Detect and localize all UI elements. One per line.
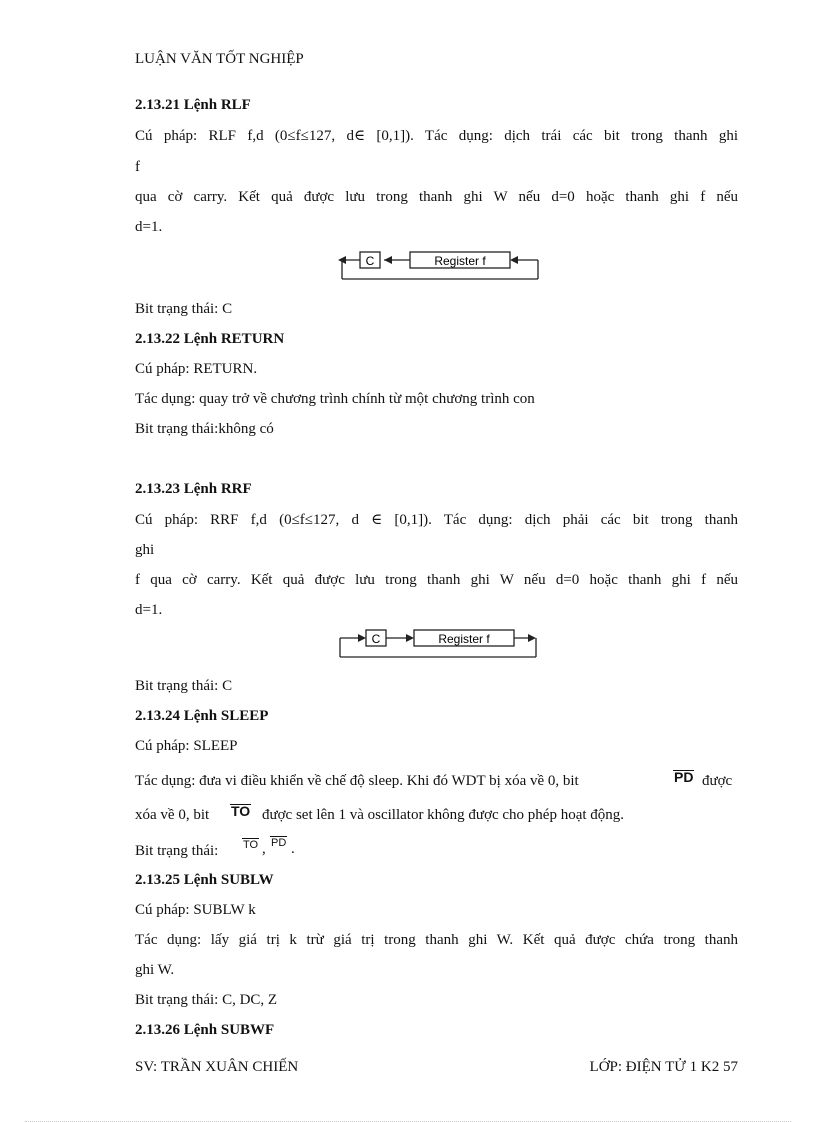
header-title: LUẬN VĂN TỐT NGHIỆP [135,51,304,67]
rlf-carry-label: C [365,254,375,268]
sleep-syntax: Cú pháp: SLEEP [135,738,238,754]
status-to-symbol: TO [243,839,259,851]
return-status: Bit trạng thái:không có [135,421,274,437]
sleep-effect-line-tail: được [702,773,733,789]
section-heading-subwf: 2.13.26 Lệnh SUBWF [135,1022,275,1038]
sublw-effect-line: Tác dụng: lấy giá trị k trừ giá trị trong thanh ghi W. Kết quả được chứa trong thanh [135,932,738,948]
status-period: . [291,841,295,857]
status-separator: , [262,841,266,857]
footer-student: SV: TRẦN XUÂN CHIẾN [135,1059,299,1075]
rlf-result-line-2: d=1. [135,219,163,235]
rrf-carry-label: C [371,632,381,646]
sleep-status-label: Bit trạng thái: [135,843,219,859]
rlf-status: Bit trạng thái: C [135,301,233,317]
return-syntax: Cú pháp: RETURN. [135,361,258,377]
sublw-effect-line-2: ghi W. [135,962,175,978]
section-heading-sublw: 2.13.25 Lệnh SUBLW [135,872,274,888]
sublw-status: Bit trạng thái: C, DC, Z [135,992,278,1008]
section-heading-rlf: 2.13.21 Lệnh RLF [135,97,251,113]
to-overbar-symbol: TO [231,803,251,819]
rlf-register-label: Register f [434,254,486,268]
section-heading-return: 2.13.22 Lệnh RETURN [135,331,285,347]
sublw-syntax: Cú pháp: SUBLW k [135,902,256,918]
rrf-result-line-2: d=1. [135,602,163,618]
sleep-effect-line-2a: xóa về 0, bit [135,807,210,823]
rrf-syntax-line: Cú pháp: RRF f,d (0≤f≤127, d ∈ [0,1]). Tác dụng: dịch phải các bit trong thanh [135,512,738,528]
rlf-syntax-line: Cú pháp: RLF f,d (0≤f≤127, d∈ [0,1]). Tác dụng: dịch trái các bit trong thanh ghi [135,128,738,144]
rrf-register-label: Register f [438,632,490,646]
pd-overbar-symbol: PD [674,769,694,785]
page-bottom-border [25,1121,791,1122]
sleep-effect-line-2b: được set lên 1 và oscillator không được cho phép hoạt động. [262,807,625,823]
rlf-rotate-diagram [336,246,544,284]
rrf-syntax-line-2: ghi [135,542,155,558]
return-effect: Tác dụng: quay trở về chương trình chính từ một chương trình con [135,391,535,407]
rrf-result-line: f qua cờ carry. Kết quả được lưu trong thanh ghi W nếu d=0 hoặc thanh ghi f nếu [135,572,738,588]
rrf-status: Bit trạng thái: C [135,678,233,694]
footer-class-page: LỚP: ĐIỆN TỬ 1 K2 57 [589,1059,738,1075]
rlf-syntax-line-2: f [135,159,140,175]
section-heading-sleep: 2.13.24 Lệnh SLEEP [135,708,269,724]
sleep-effect-line: Tác dụng: đưa vi điều khiển về chế độ sleep. Khi đó WDT bị xóa về 0, bit [135,773,579,789]
rlf-result-line: qua cờ carry. Kết quả được lưu trong thanh ghi W nếu d=0 hoặc thanh ghi f nếu [135,189,738,205]
status-pd-symbol: PD [271,837,287,849]
rrf-rotate-diagram [334,624,542,662]
section-heading-rrf: 2.13.23 Lệnh RRF [135,481,252,497]
